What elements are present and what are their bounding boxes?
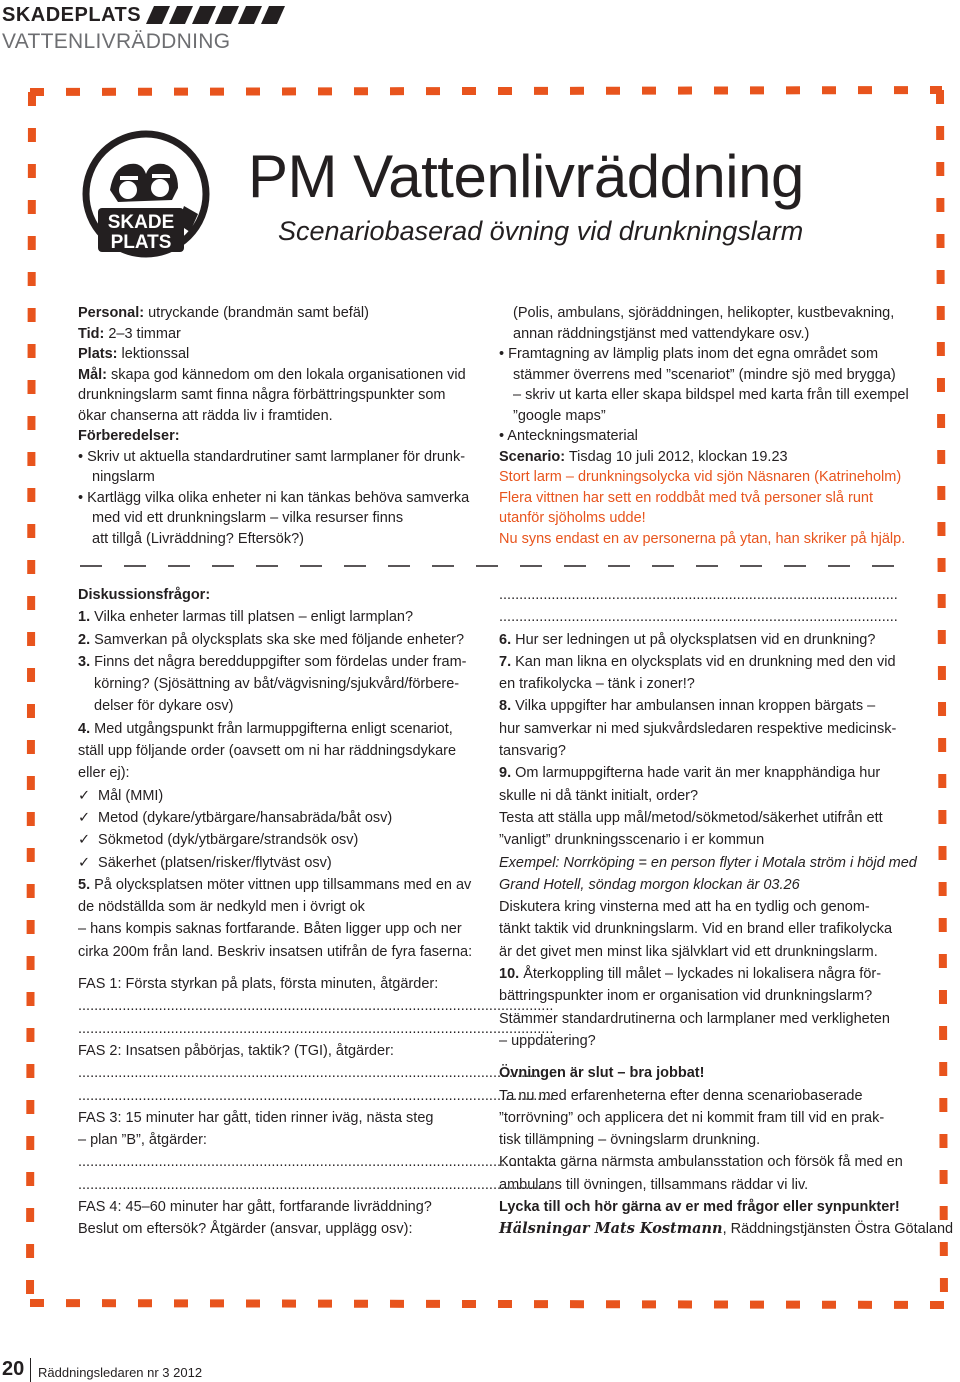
tid-label: Tid: (78, 325, 105, 342)
bullet-2-cont-2: att tillgå (Livräddning? Eftersök?) (92, 530, 304, 547)
footer-divider (30, 1358, 31, 1382)
end-text-3: tisk tillämpning – övningslarm drunkning. (499, 1132, 761, 1149)
right-line-5: – skriv ut karta eller skapa bildspel med karta från till exempel (513, 387, 909, 403)
section-divider (80, 565, 900, 567)
personal-label: Personal: (78, 305, 145, 321)
q4-text-2: ställ upp följande order (oavsett om ni har räddningsdykare (78, 743, 457, 760)
end-text-1: Ta nu med erfarenheterna efter denna scenariobaserade (499, 1087, 863, 1104)
brand-title: SKADEPLATS (2, 4, 142, 26)
check-icon: ✓ (78, 809, 91, 826)
q5-number: 5. (78, 876, 91, 893)
info-right-column (499, 303, 909, 549)
stort-larm-value: – drunkningsolycka vid sjön Näsnaren (Katrineholm) (561, 469, 902, 485)
fas4-text: FAS 4: 45–60 minuter har gått, fortfarande livräddning? (78, 1199, 432, 1216)
end-text-4: Kontakta gärna närmsta ambulansstation och försök få med en (499, 1154, 903, 1171)
answer-line[interactable]: ...................................................................................................................... (78, 1087, 554, 1104)
q10-text: Återkoppling till målet – lyckades ni lokalisera några för- (519, 966, 882, 983)
logo-line1: SKADE (107, 212, 175, 233)
check-icon: ✓ (78, 832, 91, 849)
mal-text-2: drunkningslarm samt finna några förbättringspunkter som (78, 387, 446, 403)
q2-text: Samverkan på olycksplats ska ske med följande enheter? (90, 631, 465, 648)
plats-value: lektionssal (117, 346, 190, 362)
right-line-4: stämmer överrens med ”scenariot” (mindre sjö med brygga) (513, 366, 896, 383)
bullet-1-cont: ningslarm (92, 469, 155, 485)
check-icon: ✓ (78, 854, 91, 871)
discussion-heading: Diskussionsfrågor: (78, 587, 211, 603)
fas3-text-2: – plan ”B”, åtgärder: (78, 1132, 207, 1149)
q4-text-3: eller ej): (78, 765, 130, 782)
mal-text-3: ökar chanserna att rädda liv i framtiden. (78, 407, 333, 424)
discussion-right-column (499, 584, 953, 1241)
signature: Hälsningar Mats Kostmann (499, 1220, 723, 1238)
bullet-2: • Kartlägg vilka olika enheter ni kan tänkas behöva samverka (78, 489, 470, 506)
personal-value: utryckande (brandmän samt befäl) (144, 305, 369, 321)
q10-text-4: – uppdatering? (499, 1032, 596, 1049)
q9-text: Om larmuppgifterna hade varit än mer knapphändiga hur (511, 765, 881, 782)
logo-line2: PLATS (110, 232, 172, 253)
check-item-1: Mål (MMI) (94, 787, 164, 804)
q10-text-3: Stämmer standardrutinerna och larmplaner med verkligheten (499, 1010, 890, 1027)
stort-larm-label: Stort larm (499, 469, 562, 485)
discuss-text-2: tänkt taktik vid drunkningslarm. Vid en brand eller trafikolycka (499, 921, 893, 938)
answer-line[interactable]: ...................................................................................................................... (78, 1065, 554, 1082)
q4-text: Med utgångspunkt från larmuppgifterna enligt scenariot, (90, 720, 453, 737)
scenario-label: Scenario: (499, 448, 566, 465)
bullet-1: • Skriv ut aktuella standardrutiner samt larmplaner för drunk- (78, 448, 466, 465)
skadeplats-logo (80, 128, 212, 260)
footer-publication: Räddningsledaren nr 3 2012 (38, 1365, 203, 1380)
check-item-2: Metod (dykare/ytbärgare/hansabräda/båt osv) (94, 809, 393, 826)
forberedelser-label: Förberedelser: (78, 428, 180, 444)
fas3-text: FAS 3: 15 minuter har gått, tiden rinner iväg, nästa steg (78, 1109, 434, 1126)
check-icon: ✓ (78, 787, 91, 804)
mal-text: skapa god kännedom om den lokala organisationen vid (107, 366, 466, 383)
q3-text-3: delser för dykare osv) (94, 698, 234, 715)
right-bullet-2: • Anteckningsmaterial (499, 428, 638, 444)
q6-number: 6. (499, 631, 512, 648)
answer-line[interactable]: ...................................................................................................................... (78, 1020, 554, 1037)
answer-line[interactable]: ...................................................................................................................... (78, 1176, 554, 1193)
info-left-column (78, 303, 469, 549)
answer-line[interactable]: ................................................................................................... (499, 587, 898, 603)
signature-org: , Räddningstjänsten Östra Götaland (722, 1221, 954, 1238)
q5-text-2: de nödställda som är nedkyld men i övrigt ok (78, 899, 365, 916)
right-bullet-1: • Framtagning av lämplig plats inom det egna området som (499, 346, 879, 362)
example-text-2: Grand Hotell, söndag morgon klockan är 03.26 (499, 876, 800, 893)
q8-text: Vilka uppgifter har ambulansen innan kroppen bärgats – (511, 698, 876, 715)
q3-number: 3. (78, 653, 91, 670)
page-subtitle: Scenariobaserad övning vid drunkningslarm (278, 216, 804, 246)
example-text-1: Exempel: Norrköping = en person flyter i Motala ström i höjd med (499, 854, 917, 871)
q9-text-2: skulle ni då tänkt initialt, order? (499, 787, 699, 804)
q10-number: 10. (499, 966, 520, 983)
fas4-text-2: Beslut om eftersök? Åtgärder (ansvar, upplägg osv): (78, 1221, 413, 1238)
q6-text: Hur ser ledningen ut på olycksplatsen vid en drunkning? (511, 631, 876, 648)
fas2-text: FAS 2: Insatsen påbörjas, taktik? (TGI), åtgärder: (78, 1042, 394, 1059)
q1-number: 1. (78, 609, 91, 626)
q7-text-2: en trafikolycka – tänk i zoner!? (499, 676, 695, 693)
q8-text-2: hur samverkar ni med sjukvårdsledaren respektive medicinsk- (499, 720, 897, 737)
discussion-left-column (78, 584, 553, 1241)
mal-label: Mål: (78, 366, 107, 383)
right-line-6: ”google maps” (513, 407, 606, 424)
answer-line[interactable]: ................................................................................................... (499, 609, 898, 626)
answer-line[interactable]: ...................................................................................................................... (78, 1154, 554, 1171)
scenario-line-3: Nu syns endast en av personerna på ytan, han skriker på hjälp. (499, 530, 906, 547)
right-line-2: annan räddningstjänst med vattendykare osv.) (513, 325, 810, 342)
answer-line[interactable]: ...................................................................................................................... (78, 998, 554, 1015)
right-line-1: (Polis, ambulans, sjöräddningen, helikopter, kustbevakning, (513, 305, 895, 321)
q1-text: Vilka enheter larmas till platsen – enligt larmplan? (90, 609, 414, 626)
check-item-4: Säkerhet (platsen/risker/flytväst osv) (94, 854, 332, 871)
fas1-text: FAS 1: Första styrkan på plats, första minuten, åtgärder: (78, 976, 439, 993)
scenario-line-1: Flera vittnen har sett en roddbåt med två personer slå runt (499, 489, 873, 506)
q7-text: Kan man likna en olycksplats vid en drunkning med den vid (511, 653, 896, 670)
q8-number: 8. (499, 698, 512, 715)
tid-value: 2–3 timmar (104, 325, 181, 342)
end-heading: Övningen är slut – bra jobbat! (499, 1065, 705, 1082)
q3-text: Finns det några beredduppgifter som fördelas under fram- (90, 653, 467, 670)
brand-subtitle: VATTENLIVRÄDDNING (2, 30, 231, 53)
q3-text-2: körning? (Sjösättning av båt/vägvisning/sjukvård/förbere- (94, 676, 460, 693)
check-item-3: Sökmetod (dyk/ytbärgare/strandsök osv) (94, 832, 359, 849)
q7-number: 7. (499, 653, 512, 670)
q2-number: 2. (78, 631, 91, 648)
end-text-6: Lycka till och hör gärna av er med frågor eller synpunkter! (499, 1199, 900, 1216)
end-text-2: ”torrövning” och applicera det ni kommit fram till vid en prak- (499, 1109, 885, 1126)
q10-text-2: bättringspunkter inom er organisation vid drunkningslarm? (499, 988, 873, 1005)
q5-text-4: cirka 200m från land. Beskriv insatsen utifrån de fyra faserna: (78, 943, 473, 960)
test-text-1: Testa att ställa upp mål/metod/sökmetod/säkerhet utifrån ett (499, 809, 883, 826)
page-title: PM Vattenlivräddning (248, 143, 804, 210)
q5-text-3: – hans kompis saknas fortfarande. Båten ligger upp och ner (78, 921, 462, 938)
bullet-2-cont: med vid ett drunkningslarm – vilka resurser finns (92, 510, 404, 526)
scenario-line-2: utanför sjöholms udde! (499, 510, 646, 526)
test-text-2: ”vanligt” drunkningsscenario i er kommun (499, 832, 765, 849)
scenario-value: Tisdag 10 juli 2012, klockan 19.23 (565, 448, 788, 465)
plats-label: Plats: (78, 346, 118, 362)
end-text-5: ambulans till övningen, tillsammans räddar vi liv. (499, 1176, 809, 1193)
discuss-text-1: Diskutera kring vinsterna med att ha en tydlig och genom- (499, 899, 870, 916)
discuss-text-3: är det givet men minst lika självklart vid ett drunkningslarm. (499, 943, 878, 960)
page-number: 20 (2, 1358, 25, 1380)
q5-text: På olycksplatsen möter vittnen upp tillsammans med en av (90, 876, 472, 893)
q4-number: 4. (78, 720, 91, 737)
q9-number: 9. (499, 765, 512, 782)
q8-text-3: tansvarig? (499, 743, 566, 760)
